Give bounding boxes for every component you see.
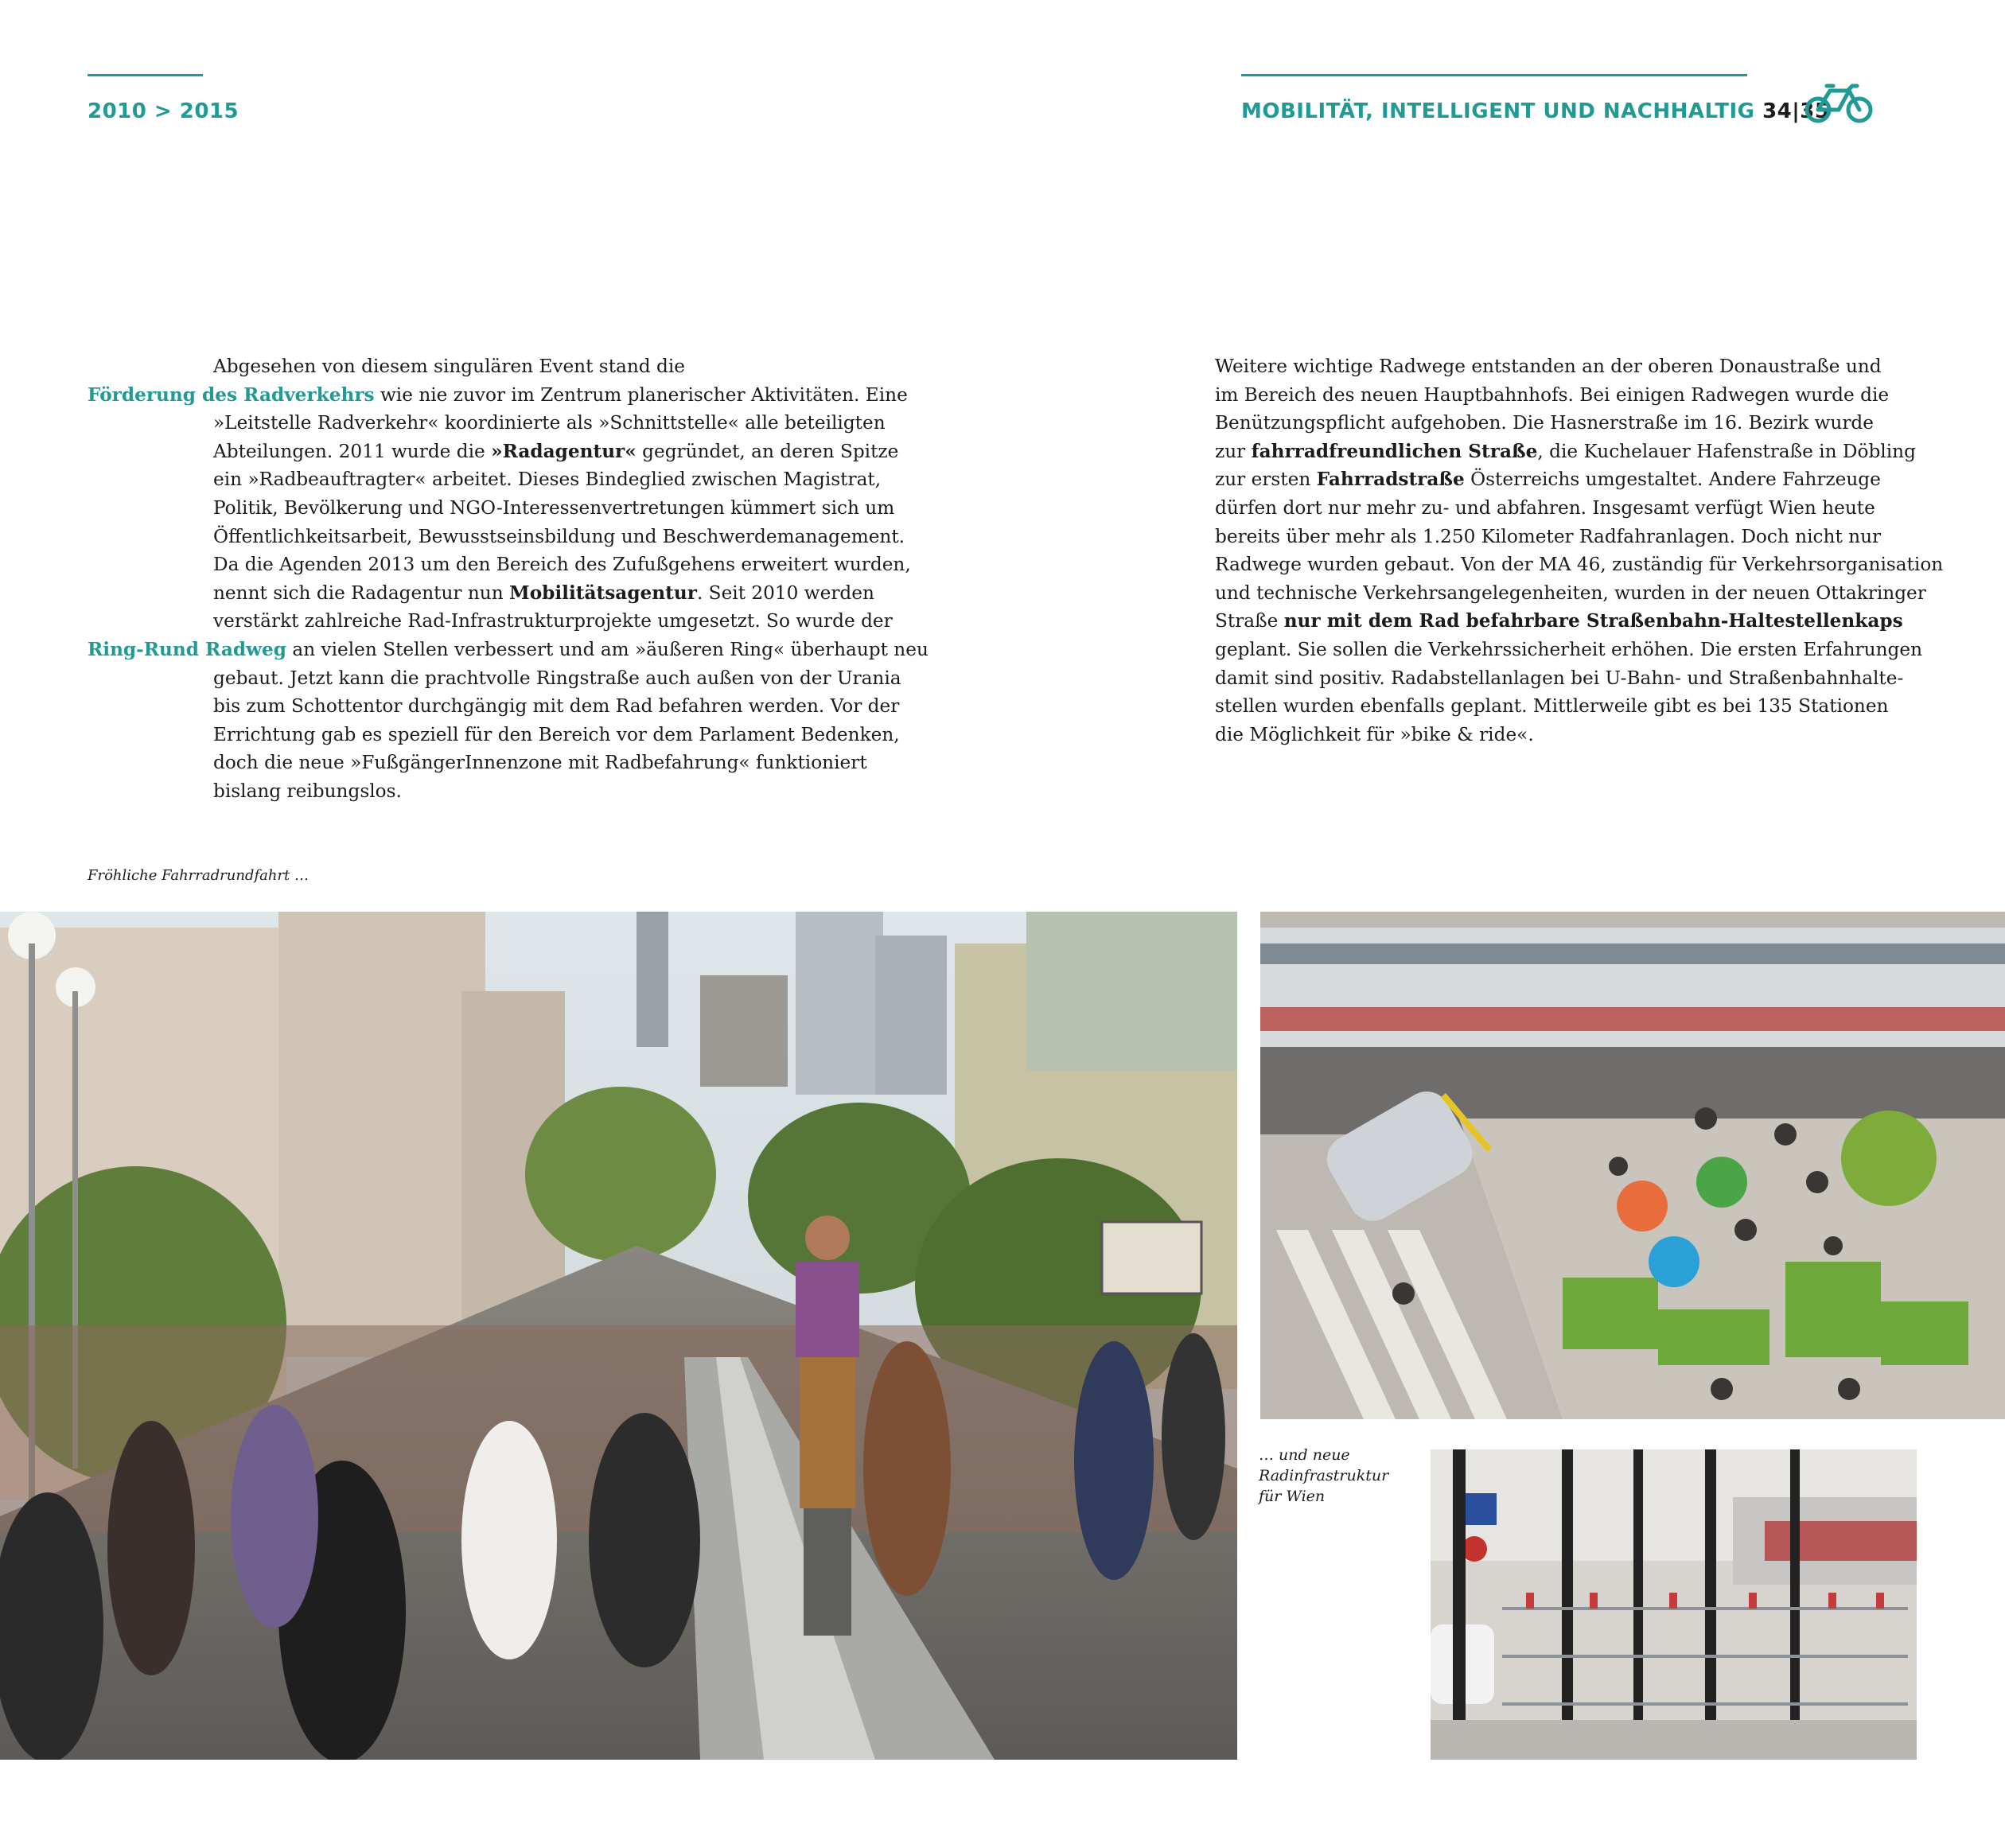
caption-bike-parade: Fröhliche Fahrradrundfahrt … [88,867,309,884]
photo-bike-racks [1431,1449,1917,1760]
highlight-ring-rund-radweg: Ring-Rund Radweg [88,638,287,660]
text-fragment: . Seit 2010 werden [696,582,874,604]
text-line: Radwege wurden gebaut. Von der MA 46, zuständig für Verkehrsorganisation [1215,554,1944,576]
text-line: Abgesehen von diesem singulären Event stand die [213,356,685,377]
text-fragment: an vielen Stellen verbessert und am »äußeren Ring« überhaupt neu [286,638,929,660]
text-line [88,579,929,608]
caption-infrastructure [1259,1445,1388,1507]
bold-radagentur: »Radagentur« [491,440,637,462]
text-line [88,636,929,664]
text-line: Errichtung gab es speziell für den Bereich vor dem Parlament Bedenken, [213,723,900,745]
page-number-left: 34 [1762,99,1793,123]
text-fragment: Österreichs umgestaltet. Andere Fahrzeuge [1464,469,1881,491]
text-line: und technische Verkehrsangelegenheiten, wurden in der neuen Ottakringer [1215,582,1926,604]
text-fragment: wie nie zuvor im Zentrum planerischer Aktivitäten. Eine [374,383,908,406]
text-fragment: zur ersten [1215,469,1317,491]
highlight-foerderung: Förderung des Radverkehrs [88,383,375,406]
text-fragment: Straße [1215,610,1284,632]
caption-line: Radinfrastruktur [1259,1467,1389,1484]
text-line: ein »Radbeauftragter« arbeitet. Dieses Bindeglied zwischen Magistrat, [213,469,882,491]
bold-haltestellenkaps: nur mit dem Rad befahrbare Straßenbahn-Haltestellenkaps [1283,610,1903,632]
text-fragment: Abteilungen. 2011 wurde die [213,440,492,462]
text-line: im Bereich des neuen Hauptbahnhofs. Bei einigen Radwegen wurde die [1215,383,1890,406]
section-title: MOBILITÄT, INTELLIGENT UND NACHHALTIG [1241,99,1755,123]
photo-bike-parade [0,912,1237,1760]
bold-fahrradfreundliche-strasse: fahrradfreundlichen Straße [1251,440,1538,462]
text-fragment: , die Kuchelauer Hafenstraße in Döbling [1537,440,1916,462]
text-line: Weitere wichtige Radwege entstanden an der oberen Donaustraße und [1215,356,1882,377]
text-line: verstärkt zahlreiche Rad-Infrastrukturprojekte umgesetzt. So wurde der [213,610,893,632]
bicycle-icon [1804,83,1873,124]
text-line: damit sind positiv. Radabstellanlagen bei U-Bahn- und Straßenbahnhalte- [1215,667,1904,689]
photo-tram-stop-aerial [1260,912,2005,1419]
header-rule-left [88,74,203,76]
text-line: Benützungspflicht aufgehoben. Die Hasnerstraße im 16. Bezirk wurde [1215,412,1874,434]
page-number-separator: | [1792,99,1801,123]
bold-fahrradstrasse: Fahrradstraße [1316,469,1465,491]
text-line: doch die neue »FußgängerInnenzone mit Radbefahrung« funktioniert [213,752,867,774]
text-line [1215,438,1943,466]
running-head-right [1241,99,1829,123]
header-rule-right [1241,74,1747,76]
text-line: geplant. Sie sollen die Verkehrssicherheit erhöhen. Die ersten Erfahrungen [1215,638,1923,660]
text-line [1215,607,1943,636]
text-line: die Möglichkeit für »bike & ride«. [1215,723,1534,745]
text-line: »Leitstelle Radverkehr« koordinierte als »Schnittstelle« alle beteiligten [213,412,886,434]
caption-line: für Wien [1259,1488,1326,1505]
caption-line: … und neue [1259,1446,1350,1464]
text-fragment: nennt sich die Radagentur nun [213,582,510,604]
text-line: Politik, Bevölkerung und NGO-Interessenvertretungen kümmert sich um [213,496,895,519]
text-fragment: gegründet, an deren Spitze [636,440,899,462]
text-line: stellen wurden ebenfalls geplant. Mittlerweile gibt es bei 135 Stationen [1215,695,1889,718]
text-line: dürfen dort nur mehr zu- und abfahren. Insgesamt verfügt Wien heute [1215,496,1875,519]
text-line: Öffentlichkeitsarbeit, Bewusstseinsbildung und Beschwerdemanagement. [213,525,905,547]
left-text-column [88,352,929,806]
text-line [1215,465,1943,494]
text-line [88,438,929,466]
right-text-column [1215,352,1943,749]
text-line [88,381,929,410]
text-line: bislang reibungslos. [213,780,402,802]
text-line: Da die Agenden 2013 um den Bereich des Zufußgehens erweitert wurden, [213,554,911,576]
text-line: gebaut. Jetzt kann die prachtvolle Ringstraße auch außen von der Urania [213,667,901,689]
bold-mobilitaetsagentur: Mobilitätsagentur [509,582,697,604]
text-line: bereits über mehr als 1.250 Kilometer Radfahranlagen. Doch nicht nur [1215,525,1882,547]
text-fragment: zur [1215,440,1252,462]
page-number-right: 35 [1800,99,1830,123]
text-line: bis zum Schottentor durchgängig mit dem Rad befahren werden. Vor der [213,695,900,718]
running-head-left: 2010 > 2015 [88,99,239,123]
